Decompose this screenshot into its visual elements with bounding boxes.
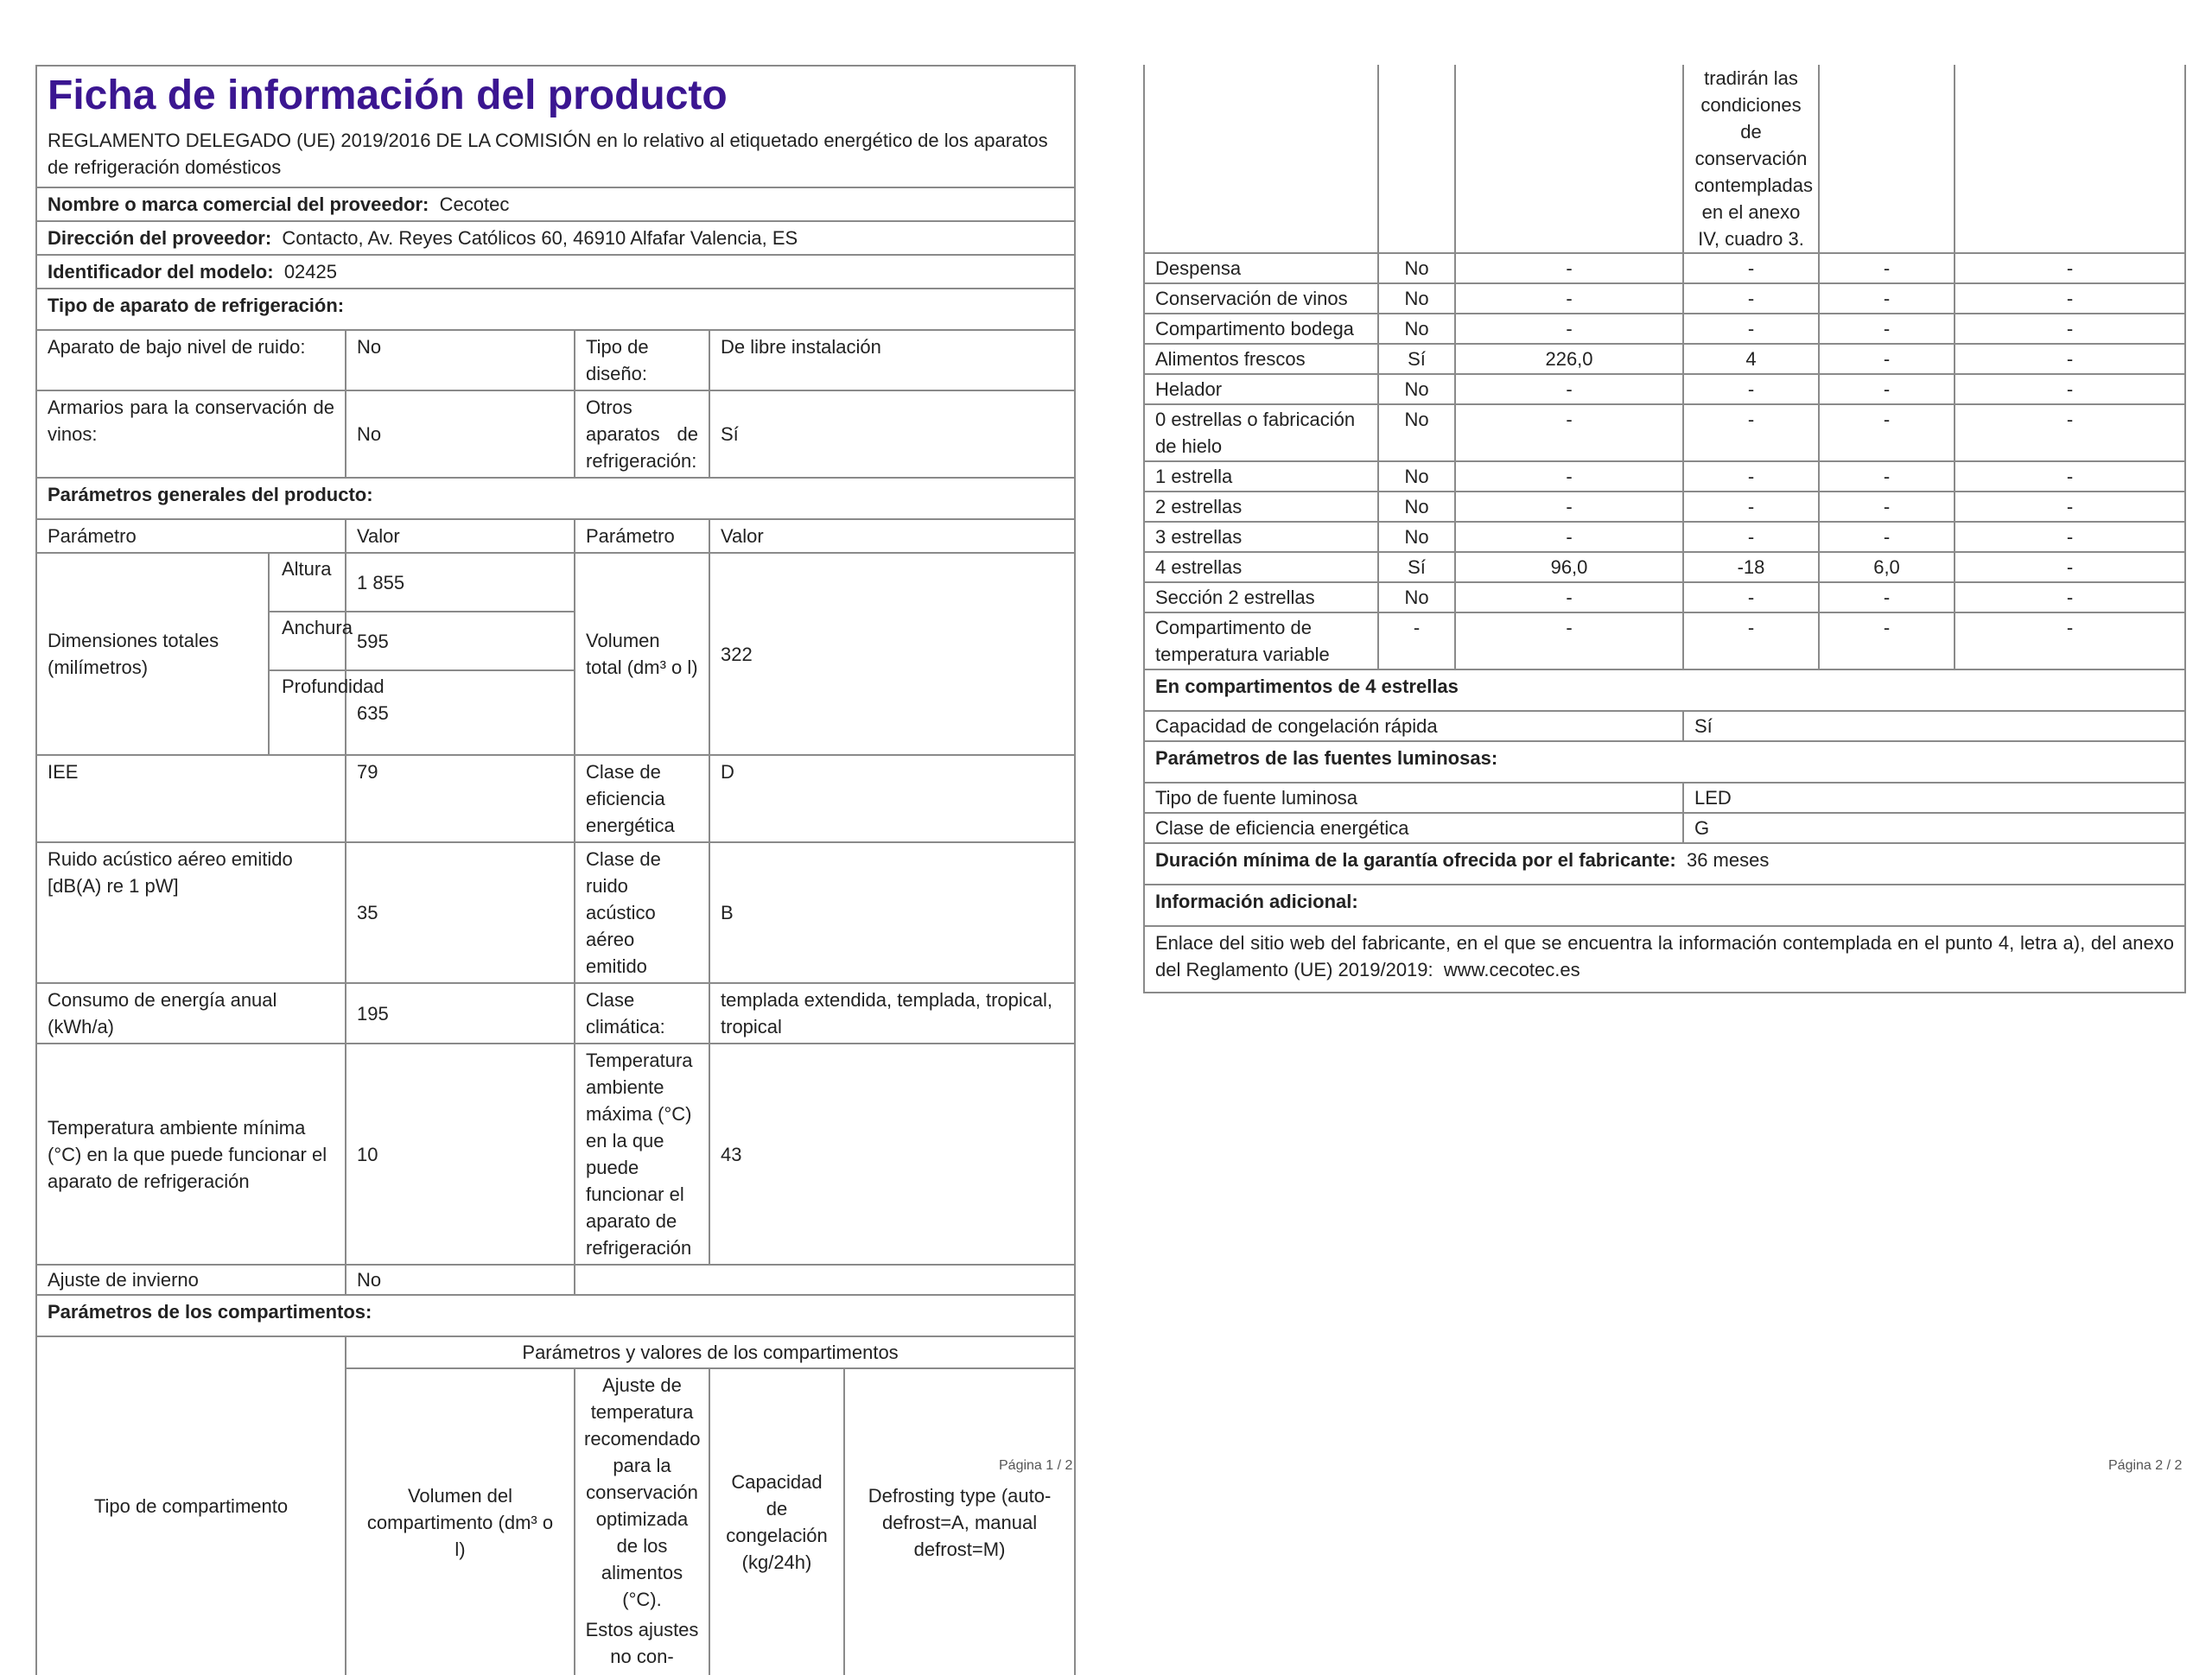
compartment-temp: - [1683, 314, 1819, 344]
compartment-present: No [1378, 582, 1455, 612]
winter-value: No [346, 1265, 575, 1295]
energy-class-value: D [709, 755, 1075, 842]
width-label: Anchura [269, 612, 346, 670]
compartment-volume: - [1455, 582, 1683, 612]
info-text: Enlace del sitio web del fabricante, en el que se encuentra la información contemplada en el punto 4, letra a), del anexo del Reglamento (UE) 2019/2019: [1155, 932, 2174, 980]
compartment-name: Compartimento de temperatura variable [1144, 612, 1378, 669]
compartment-name: Alimentos frescos [1144, 344, 1378, 374]
compartment-freeze: - [1819, 461, 1955, 492]
low-noise-value: No [346, 330, 575, 390]
compartment-freeze: - [1819, 253, 1955, 283]
noise-class-label: Clase de ruido acústico aéreo emitido [575, 842, 709, 983]
eei-label: IEE [36, 755, 346, 842]
compartment-present: - [1378, 612, 1455, 669]
compartment-temp-note: Estos ajustes no con- [585, 1619, 699, 1667]
compartment-defrost: - [1955, 522, 2185, 552]
compartments-heading: Parámetros de los compartimentos: [36, 1295, 1075, 1336]
height-value: 1 855 [346, 553, 575, 612]
compartment-defrost: - [1955, 492, 2185, 522]
fast-freeze-value: Sí [1683, 711, 2185, 741]
energy-consumption-label: Consumo de energía anual (kWh/a) [36, 983, 346, 1044]
compartment-present: No [1378, 404, 1455, 461]
width-value: 595 [346, 612, 575, 670]
climate-label: Clase climática: [575, 983, 709, 1044]
compartment-temp-text: Ajuste de temperatura recomendado para la conservación optimizada de los alimentos (°C). [584, 1374, 701, 1610]
compartment-defrost-header: Defrosting type (auto-defrost=A, manual defrost=M) [844, 1368, 1075, 1675]
compartment-row [1144, 314, 2185, 344]
compartment-row [1144, 253, 2185, 283]
compartment-volume: - [1455, 374, 1683, 404]
address-label: Dirección del proveedor: [48, 227, 272, 249]
info-text-cell [1144, 926, 2185, 993]
col-header-value-2: Valor [709, 519, 1075, 553]
compartment-row [1144, 374, 2185, 404]
address-value: Contacto, Av. Reyes Católicos 60, 46910 Alfafar Valencia, ES [282, 227, 798, 249]
compartment-freeze-header: Capacidad de congelación (kg/24h) [709, 1368, 844, 1675]
compartment-volume-header: Volumen del compartimento (dm³ o l) [346, 1368, 575, 1675]
compartment-defrost: - [1955, 253, 2185, 283]
supplier-row [36, 187, 1075, 221]
compartment-row [1144, 552, 2185, 582]
compartment-present: No [1378, 314, 1455, 344]
compartment-volume: - [1455, 314, 1683, 344]
empty-cell [575, 1265, 1075, 1295]
compartment-freeze: - [1819, 404, 1955, 461]
compartment-present: No [1378, 461, 1455, 492]
page-number-1: Página 1 / 2 [999, 1458, 1073, 1473]
light-heading: Parámetros de las fuentes luminosas: [1144, 741, 2185, 783]
address-row [36, 221, 1075, 255]
tmin-label: Temperatura ambiente mínima (°C) en la que puede funcionar el aparato de refrigeración [36, 1044, 346, 1265]
compartment-row [1144, 404, 2185, 461]
noise-value: 35 [346, 842, 575, 983]
compartment-present: No [1378, 492, 1455, 522]
compartment-volume: - [1455, 612, 1683, 669]
warranty-row [1144, 843, 2185, 885]
light-type-label: Tipo de fuente luminosa [1144, 783, 1683, 813]
compartment-volume: - [1455, 461, 1683, 492]
compartment-defrost: - [1955, 582, 2185, 612]
winter-label: Ajuste de invierno [36, 1265, 346, 1295]
compartment-type-header: Tipo de compartimento [36, 1336, 346, 1675]
height-label: Altura [269, 553, 346, 612]
compartment-temp: - [1683, 612, 1819, 669]
compartment-temp: - [1683, 253, 1819, 283]
compartment-present: No [1378, 374, 1455, 404]
general-heading: Parámetros generales del producto: [36, 478, 1075, 519]
compartment-volume: - [1455, 522, 1683, 552]
compartment-volume: - [1455, 492, 1683, 522]
other-label: Otros aparatos de refrigeración: [575, 390, 709, 478]
compartment-defrost: - [1955, 552, 2185, 582]
compartment-temp: -18 [1683, 552, 1819, 582]
warranty-label: Duración mínima de la garantía ofrecida por el fabricante: [1155, 849, 1676, 871]
info-heading: Información adicional: [1144, 885, 2185, 926]
compartment-rows [1144, 253, 2185, 669]
compartment-row [1144, 344, 2185, 374]
compartment-defrost: - [1955, 612, 2185, 669]
compartment-temp: 4 [1683, 344, 1819, 374]
design-value: De libre instalación [709, 330, 1075, 390]
tmax-label: Temperatura ambiente máxima (°C) en la que puede funcionar el aparato de refrigeración [575, 1044, 709, 1265]
compartment-row [1144, 461, 2185, 492]
compartment-name: Sección 2 estrellas [1144, 582, 1378, 612]
compartment-name: 0 estrellas o fabricación de hielo [1144, 404, 1378, 461]
compartment-defrost: - [1955, 461, 2185, 492]
compartment-temp: - [1683, 582, 1819, 612]
compartment-defrost: - [1955, 314, 2185, 344]
col-header-param-2: Parámetro [575, 519, 709, 553]
regulation-text: REGLAMENTO DELEGADO (UE) 2019/2016 DE LA COMISIÓN en lo relativo al etiquetado energético de los aparatos de refrigeración domésticos [48, 130, 1048, 178]
header-cell [36, 66, 1075, 187]
compartment-defrost: - [1955, 374, 2185, 404]
compartment-freeze: - [1819, 582, 1955, 612]
volume-label: Volumen total (dm³ o l) [575, 553, 709, 755]
page-number-2: Página 2 / 2 [2108, 1458, 2183, 1473]
compartment-volume: - [1455, 283, 1683, 314]
compartment-freeze: - [1819, 314, 1955, 344]
tmax-value: 43 [709, 1044, 1075, 1265]
model-row [36, 255, 1075, 289]
compartment-present: Sí [1378, 552, 1455, 582]
compartment-volume: 96,0 [1455, 552, 1683, 582]
compartment-defrost: - [1955, 344, 2185, 374]
tmin-value: 10 [346, 1044, 575, 1265]
type-heading: Tipo de aparato de refrigeración: [36, 289, 1075, 330]
page-1 [35, 65, 1074, 1675]
supplier-label: Nombre o marca comercial del proveedor: [48, 194, 429, 215]
col-header-param: Parámetro [36, 519, 346, 553]
compartment-present: Sí [1378, 344, 1455, 374]
compartment-volume: 226,0 [1455, 344, 1683, 374]
model-value: 02425 [283, 261, 337, 282]
wine-value: No [346, 390, 575, 478]
compartment-temp: - [1683, 404, 1819, 461]
compartment-temp-header [575, 1368, 709, 1675]
compartment-row [1144, 522, 2185, 552]
energy-class-label: Clase de eficiencia energética [575, 755, 709, 842]
manufacturer-link[interactable]: www.cecotec.es [1443, 959, 1580, 980]
dimensions-label: Dimensiones totales (milímetros) [36, 553, 269, 755]
compartment-freeze: - [1819, 374, 1955, 404]
warranty-value: 36 meses [1686, 849, 1770, 871]
eei-value: 79 [346, 755, 575, 842]
compartment-temp: - [1683, 283, 1819, 314]
page-2 [1143, 65, 2184, 993]
star4-heading: En compartimentos de 4 estrellas [1144, 669, 2185, 711]
compartment-name: 2 estrellas [1144, 492, 1378, 522]
temp-note-continued: tradirán las condiciones de conservación contempladas en el anexo IV, cuadro 3. [1683, 65, 1819, 253]
model-label: Identificador del modelo: [48, 261, 274, 282]
compartment-temp: - [1683, 461, 1819, 492]
compartment-params-header: Parámetros y valores de los compartimentos [346, 1336, 1075, 1368]
noise-class-value: B [709, 842, 1075, 983]
compartment-present: No [1378, 522, 1455, 552]
low-noise-label: Aparato de bajo nivel de ruido: [36, 330, 346, 390]
energy-consumption-value: 195 [346, 983, 575, 1044]
col-header-value: Valor [346, 519, 575, 553]
compartment-freeze: - [1819, 492, 1955, 522]
compartment-temp: - [1683, 374, 1819, 404]
compartment-volume: - [1455, 404, 1683, 461]
compartment-defrost: - [1955, 283, 2185, 314]
volume-value: 322 [709, 553, 1075, 755]
compartment-name: 1 estrella [1144, 461, 1378, 492]
light-type-value: LED [1683, 783, 2185, 813]
compartment-name: 3 estrellas [1144, 522, 1378, 552]
climate-value: templada extendida, templada, tropical, tropical [709, 983, 1075, 1044]
compartments-table [1143, 65, 2186, 993]
fast-freeze-label: Capacidad de congelación rápida [1144, 711, 1683, 741]
compartment-freeze: 6,0 [1819, 552, 1955, 582]
compartment-volume: - [1455, 253, 1683, 283]
depth-label: Profundidad [269, 670, 346, 755]
compartment-freeze: - [1819, 522, 1955, 552]
compartment-name: Despensa [1144, 253, 1378, 283]
wine-label: Armarios para la conservación de vinos: [36, 390, 346, 478]
compartment-present: No [1378, 253, 1455, 283]
compartment-name: 4 estrellas [1144, 552, 1378, 582]
compartment-row [1144, 492, 2185, 522]
compartment-name: Helador [1144, 374, 1378, 404]
compartment-name: Conservación de vinos [1144, 283, 1378, 314]
continuation-row [1144, 65, 2185, 253]
compartment-defrost: - [1955, 404, 2185, 461]
supplier-value: Cecotec [439, 194, 510, 215]
compartment-temp: - [1683, 492, 1819, 522]
other-value: Sí [709, 390, 1075, 478]
light-class-value: G [1683, 813, 2185, 843]
compartment-row [1144, 612, 2185, 669]
noise-label: Ruido acústico aéreo emitido [dB(A) re 1 pW] [36, 842, 346, 983]
compartment-row [1144, 582, 2185, 612]
compartment-temp: - [1683, 522, 1819, 552]
compartment-freeze: - [1819, 612, 1955, 669]
light-class-label: Clase de eficiencia energética [1144, 813, 1683, 843]
page-title: Ficha de información del producto [48, 73, 728, 118]
compartment-present: No [1378, 283, 1455, 314]
compartment-freeze: - [1819, 283, 1955, 314]
product-info-table [35, 65, 1076, 1675]
compartment-row [1144, 283, 2185, 314]
compartment-freeze: - [1819, 344, 1955, 374]
depth-value: 635 [346, 670, 575, 755]
compartment-name: Compartimento bodega [1144, 314, 1378, 344]
design-label: Tipo de diseño: [575, 330, 709, 390]
